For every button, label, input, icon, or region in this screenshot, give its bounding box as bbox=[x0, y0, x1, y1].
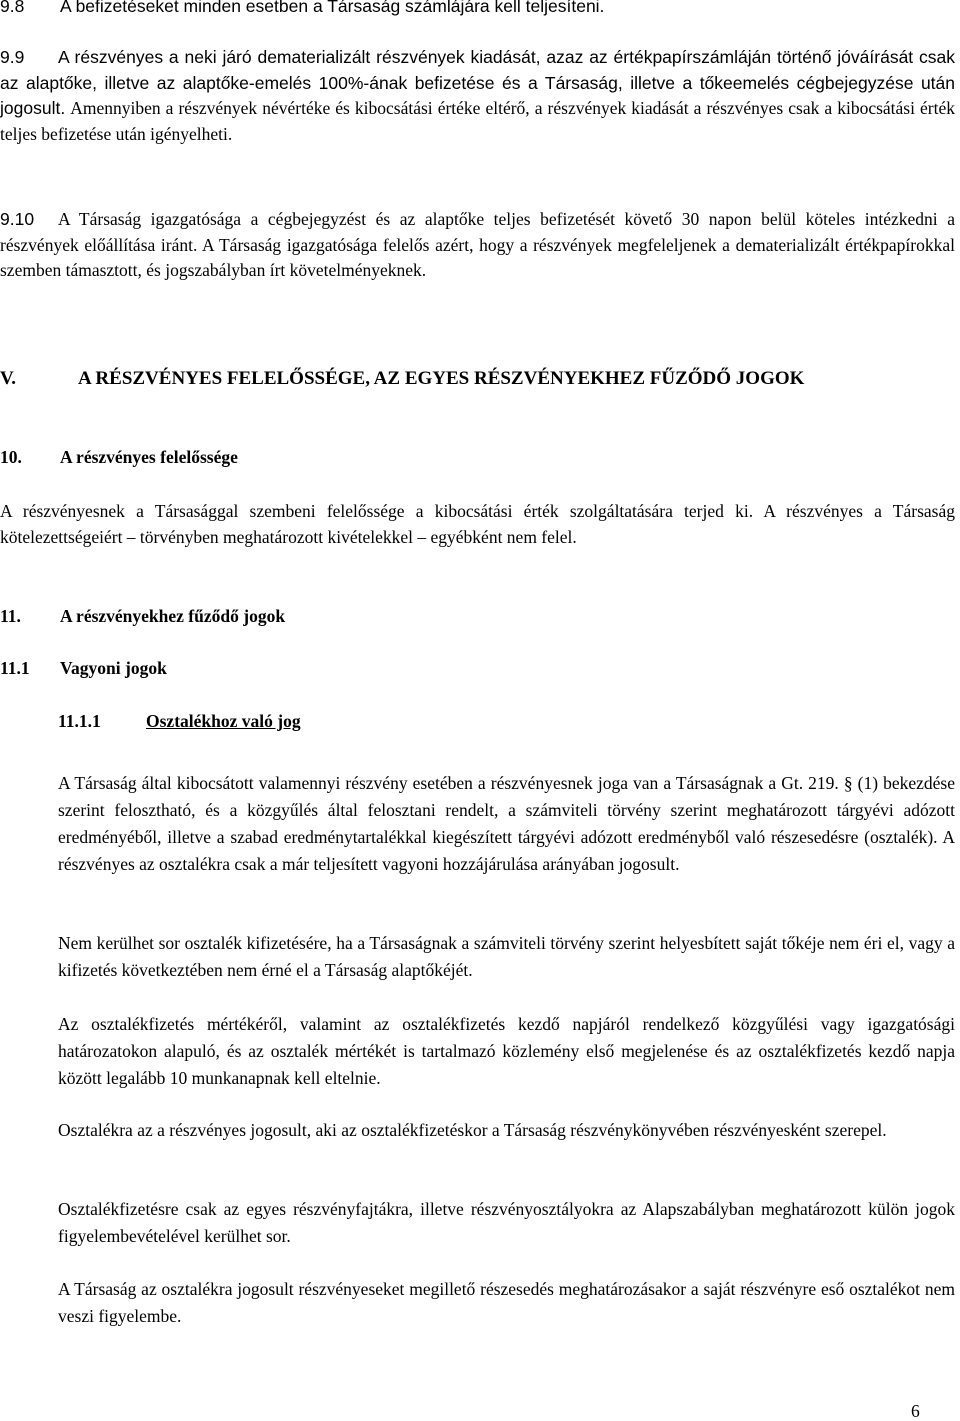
section-text-sans: A részvényes a neki járó dematerializált részvények kiadását, azaz az értékpapírszámláján történő jóváírását csak az alaptőke, illetve az alaptőke-emelés 100%-ának befizetése és a Társaság, illetve a tőkeemelés cégbejegyzése után jogosult. bbox=[0, 47, 955, 118]
section-number: 10. bbox=[0, 447, 22, 467]
paragraph-own-shares: A Társaság az osztalékra jogosult részvényeseket megillető részesedés meghatározásakor a saját részvényre eső osztalékot nem veszi figyelembe. bbox=[58, 1279, 955, 1326]
section-9-8 bbox=[0, 0, 604, 18]
paragraph-payout-timing: Az osztalékfizetés mértékéről, valamint az osztalékfizetés kezdő napjáról rendelkező közgyűlési vagy igazgatósági határozatokon alapuló, és az osztalék mértékét is tartalmazó közlemény első megjelenése és az osztalékfizetés kezdő napja között legalább 10 munkanapnak kell eltelnie. bbox=[58, 1014, 955, 1088]
chapter-number: V. bbox=[0, 368, 17, 389]
paragraph-share-classes: Osztalékfizetésre csak az egyes részvényfajtákra, illetve részvényosztályokra az Alapszabályban meghatározott külön jogok figyelembevételével kerülhet sor. bbox=[58, 1199, 955, 1246]
section-11-heading bbox=[0, 605, 285, 628]
section-9-9 bbox=[0, 45, 955, 147]
section-title: A részvényes felelőssége bbox=[60, 447, 238, 467]
section-11-1-heading bbox=[0, 657, 167, 680]
section-text-serif: Amennyiben a részvények névértéke és kibocsátási értéke eltérő, a részvények kiadását a részvényes csak a kibocsátási érték teljes befizetése után igényelheti. bbox=[0, 98, 955, 144]
section-10-body: A részvényesnek a Társasággal szembeni felelőssége a kibocsátási érték szolgáltatására terjed ki. A részvényes a Társaság kötelezettségeiért – törvényben meghatározott kivételekkel – egyébként nem felel. bbox=[0, 501, 955, 547]
section-9-10 bbox=[0, 207, 955, 284]
section-title: Osztalékhoz való jog bbox=[146, 711, 301, 731]
section-10-heading bbox=[0, 446, 238, 469]
paragraph-dividend-right: A Társaság által kibocsátott valamennyi részvény esetében a részvényesnek joga van a Társaságnak a Gt. 219. § (1) bekezdése szerint felosztható, és a közgyűlés által felosztani rendelt, a számviteli törvény szerint meghatározott tárgyévi adózott eredményéből, illetve a szabad eredménytartalékkal kiegészített tárgyévi adózott eredményből való részesedésre (osztalék). A részvényes az osztalékra csak a már teljesített vagyoni hozzájárulása arányában jogosult. bbox=[58, 773, 955, 874]
section-11-1-1-heading bbox=[58, 710, 301, 733]
chapter-title: A RÉSZVÉNYES FELELŐSSÉGE, AZ EGYES RÉSZVÉNYEKHEZ FŰZŐDŐ JOGOK bbox=[78, 368, 805, 389]
section-number: 9.9 bbox=[0, 47, 25, 67]
section-number: 11.1 bbox=[0, 658, 30, 678]
chapter-heading bbox=[0, 367, 804, 390]
section-title: Vagyoni jogok bbox=[60, 658, 167, 678]
section-number: 9.8 bbox=[0, 0, 25, 16]
section-number: 11. bbox=[0, 606, 21, 626]
section-title: A részvényekhez fűződő jogok bbox=[60, 606, 286, 626]
page-number: 6 bbox=[911, 1401, 920, 1421]
paragraph-no-payout: Nem kerülhet sor osztalék kifizetésére, ha a Társaságnak a számviteli törvény szerint helyesbített saját tőkéje nem éri el, vagy a kifizetés következtében nem érné el a Társaság alaptőkéjét. bbox=[58, 933, 955, 980]
section-text: A Társaság igazgatósága a cégbejegyzést és az alaptőke teljes befizetését követő 30 napon belül köteles intézkedni a részvények előállítása iránt. A Társaság igazgatósága felelős azért, hogy a részvények megfeleljenek a dematerializált értékpapírokkal szemben támasztott, és jogszabályban írt követelményeknek. bbox=[0, 209, 955, 280]
paragraph-entitled-shareholder: Osztalékra az a részvényes jogosult, aki az osztalékfizetéskor a Társaság részvénykönyvében részvényesként szerepel. bbox=[58, 1120, 887, 1140]
section-text: A befizetéseket minden esetben a Társaság számlájára kell teljesíteni. bbox=[60, 0, 605, 16]
section-number: 9.10 bbox=[0, 209, 35, 229]
section-number: 11.1.1 bbox=[58, 711, 101, 731]
